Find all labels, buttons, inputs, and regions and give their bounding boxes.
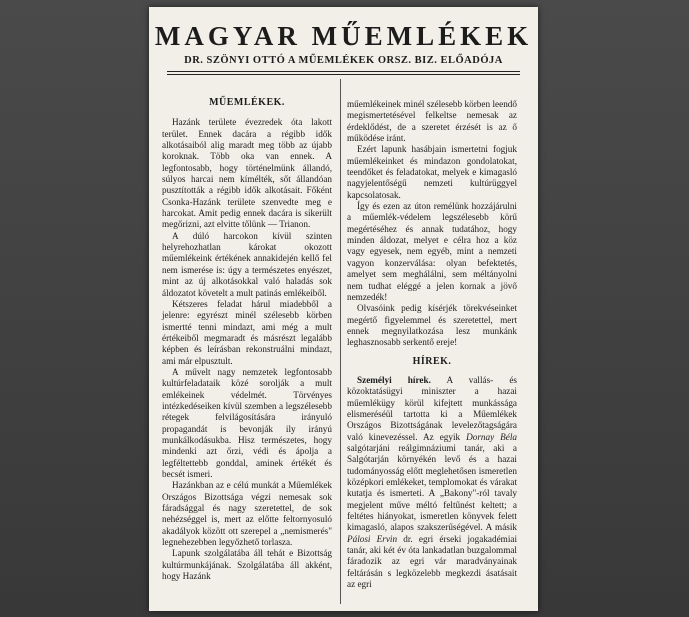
news-person-name: Pálosi Ervin (347, 533, 398, 544)
article-paragraph: Lapunk szolgálatába áll tehát e Bizottság kultúrmunkájának. Szolgálatába áll akként, hogy Hazánk (162, 548, 332, 582)
masthead-rule-thin (167, 74, 520, 75)
left-column (162, 81, 332, 582)
news-text: salgótarjáni reálgimnáziumi tanár, aki a Salgótarján környékén levő és a hazai tudományosság előtt meglehetősen ismeretlen középkori emlékeket, templomokat és várakat kutatja és ismerteti. A „Bakony"-ról tavaly megjelent műve méltó feltűnést keltett; a feltétes hiányokat, ismeretlen könyvek felett kimagasló, alapos szakszerűségével. A másik (347, 442, 517, 533)
news-person-name: Dornay Béla (466, 431, 517, 442)
column-divider (340, 79, 341, 604)
news-text: A vallás- és közoktatásügyi miniszter a hazai műemlékügy körül kifejtett munkássága elismeréséül tartotta ki a Műemlékek Országos Bizottságának levelezőtagságára való kinevezéssel. Az egyik (347, 374, 517, 442)
article-paragraph: műemlékeinek minél szélesebb körben leendő megismertetésével felkeltse nemesak az érdeklődést, de a szeretet érzését is az ő működése iránt. (347, 99, 517, 144)
news-lead: Személyi hírek. (357, 374, 431, 385)
article-paragraph: Hazánkban az e célú munkát a Műemlékek Országos Bizottsága végzi nemesak sok fáradsággal és nagy szeretettel, de sok nehézséggel is, mert az előtte feltornyosuló akadályok között ott szerepel a „nemismerés" legnehezebben legyőzhető torlasza. (162, 480, 332, 548)
masthead-rule (167, 71, 520, 72)
article-paragraph: Hazánk területe évezredek óta lakott terület. Ennek dacára a régibb idők alkotásaiból alig maradt meg több az újabb koroknak. Több oka van ennek. A legfontosabb, hogy történelmünk állandó, súlyos harcai nem kímélték, sőt állandóan pusztították a régibb idők alkotásait. Főként Csonka-Hazánk területe szenvedte meg e harcokat. Amit pedig ennek dacára is sikerült megőrizni, azt elvitte tőlünk — Trianon. (162, 117, 332, 230)
masthead-title: MAGYAR MŰEMLÉKEK (154, 21, 533, 51)
article-paragraph: Így és ezen az úton remélünk hozzájárulni a műemlék-védelem legszélesebb körű megértéséhez és annak tudatához, hogy minden áldozat, melyet e célra hoz a köz vagy egyesek, nem egyéb, mint a nemzeti vagyon konzerválása: olyan befektetés, amelyet sem meghálálni, sem méltányolni nem tudhat eléggé a jelen kornak a jövő nemzedék! (347, 201, 517, 302)
article-paragraph: A művelt nagy nemzetek legfontosabb kultúrfeladataik közé sorolják a mult emlékeinek védelmét. Törvényes intézkedéseiken kívül szemben a legszélesebb rétegek felvilágosítására irányuló propagandát is bevonják ily irányú munkálkodásukba. Hisz természetes, hogy mindenki azt őrzi, védi és ápolja a legféltettebb gonddal, aminek értékét és becsét ismeri. (162, 366, 332, 479)
article-paragraph: Olvasóink pedig kísérjék törekvéseinket megértő figyelemmel és szeretettel, mert ennek megnyilatkozása lesz munkánk leghasznosabb serkentő ereje! (347, 303, 517, 348)
masthead-byline: DR. SZÖNYI OTTÓ A MŰEMLÉKEK ORSZ. BIZ. ELŐADÓJA (184, 55, 503, 66)
news-paragraph (347, 375, 517, 591)
news-text: dr. egri érseki jogakadémiai tanár, aki két év óta lankadatlan buzgalommal fáradozik az egri vár maradványainak feltárásán s legközelebb megkezdi ásatásait az egri (347, 533, 517, 590)
article-paragraph: Kétszeres feladat hárul miadebből a jelenre: egyrészt minél szélesebb körben ismertté tenni mindazt, ami még a mult értékeiből megmaradt és másrészt legalább képben és leírásban rekonstruálni mindazt, ami már elpusztult. (162, 298, 332, 366)
article-paragraph: A dúló harcokon kívül szinten helyrehozhatlan károkat okozott műemlékeink értékének annakidején kellő fel nem ismerése is: úgy a természetes enyészet, mint az új alkotásokkal való haladás sok áldozatot követelt a mult patinás emlékeiből. (162, 230, 332, 298)
article-paragraph: Ezért lapunk hasábjain ismertetni fogjuk műemlékeinket és mindazon gondolatokat, teendőket és feladatokat, melyek e kimagasló nagyjelentőségű nemzeti kultúrüggyel kapcsolatosak. (347, 144, 517, 200)
right-column (347, 99, 517, 590)
article-heading: MŰEMLÉKEK. (209, 97, 285, 108)
news-heading: HÍREK. (412, 355, 452, 367)
newspaper-page (149, 7, 538, 611)
